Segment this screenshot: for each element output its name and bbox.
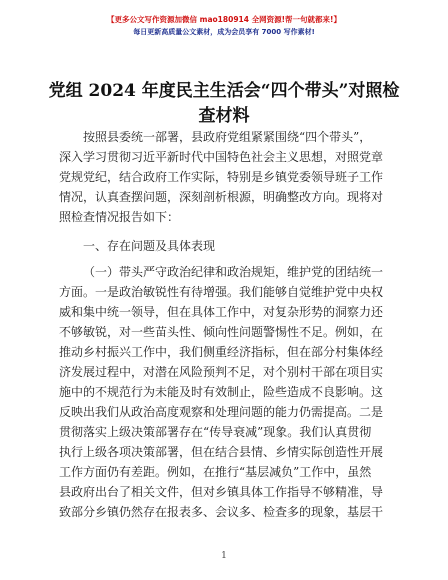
body-line: 反映出我们从政治高度观察和处理问题的能力仍需提高。二是 <box>59 405 384 419</box>
page-number: 1 <box>221 551 227 561</box>
intro-line: 照检查情况报告如下： <box>59 210 180 224</box>
intro-line: 党规党纪，结合政府工作实际，特别是乡镇党委领导班子工作 <box>59 170 384 184</box>
body-line: （一）带头严守政治纪律和政治规矩，维护党的团结统一 <box>83 265 384 279</box>
section-heading: 一、存在问题及具体表现 <box>83 239 216 253</box>
body-line: 致部分乡镇仍然存在报表多、会议多、检查多的现象，基层干 <box>59 505 384 519</box>
body-line: 工作方面仍有差距。例如，在推行“基层减负”工作中，虽然 <box>59 465 372 479</box>
intro-line: 深入学习贯彻习近平新时代中国特色社会主义思想，对照党章 <box>59 150 384 164</box>
intro-line: 情况，认真查摆问题，深刻剖析根源，明确整改方向。现将对 <box>59 190 384 204</box>
body-paragraph <box>59 262 395 522</box>
intro-line: 按照县委统一部署，县政府党组紧紧围绕“四个带头”， <box>83 130 372 144</box>
body-line: 贯彻落实上级决策部署存在“传导衰减”现象。我们认真贯彻 <box>59 425 372 439</box>
promo-banner-line-1: 【更多公文写作资源加微信 mao180914 全网资源!帮一句就都来!】 <box>107 15 341 24</box>
body-line: 执行上级各项决策部署，但在结合县情、乡情实际创造性开展 <box>59 445 384 459</box>
body-line: 威和集中统一领导，但在具体工作中，对复杂形势的洞察力还 <box>59 305 384 319</box>
body-line: 推动乡村振兴工作中，我们侧重经济指标，但在部分村集体经 <box>59 345 384 359</box>
document-title <box>40 79 408 129</box>
document-title-line-2: 查材料 <box>198 106 250 126</box>
document-title-line-1: 党组 2024 年度民主生活会“四个带头”对照检 <box>48 81 400 101</box>
body-line: 不够敏锐，对一些苗头性、倾向性问题警惕性不足。例如，在 <box>59 325 384 339</box>
body-line: 施中的不规范行为未能及时有效制止，险些造成不良影响。这 <box>59 385 384 399</box>
body-line: 济发展过程中，对潜在风险预判不足，对个别村干部在项目实 <box>59 365 384 379</box>
intro-paragraph <box>59 127 395 227</box>
body-line: 县政府出台了相关文件，但对乡镇具体工作指导不够精准，导 <box>59 485 384 499</box>
promo-banner-line-2: 每日更新高质量公文素材，成为会员享有 7000 写作素材! <box>133 28 315 36</box>
body-line: 方面。一是政治敏锐性有待增强。我们能够自觉维护党中央权 <box>59 285 384 299</box>
